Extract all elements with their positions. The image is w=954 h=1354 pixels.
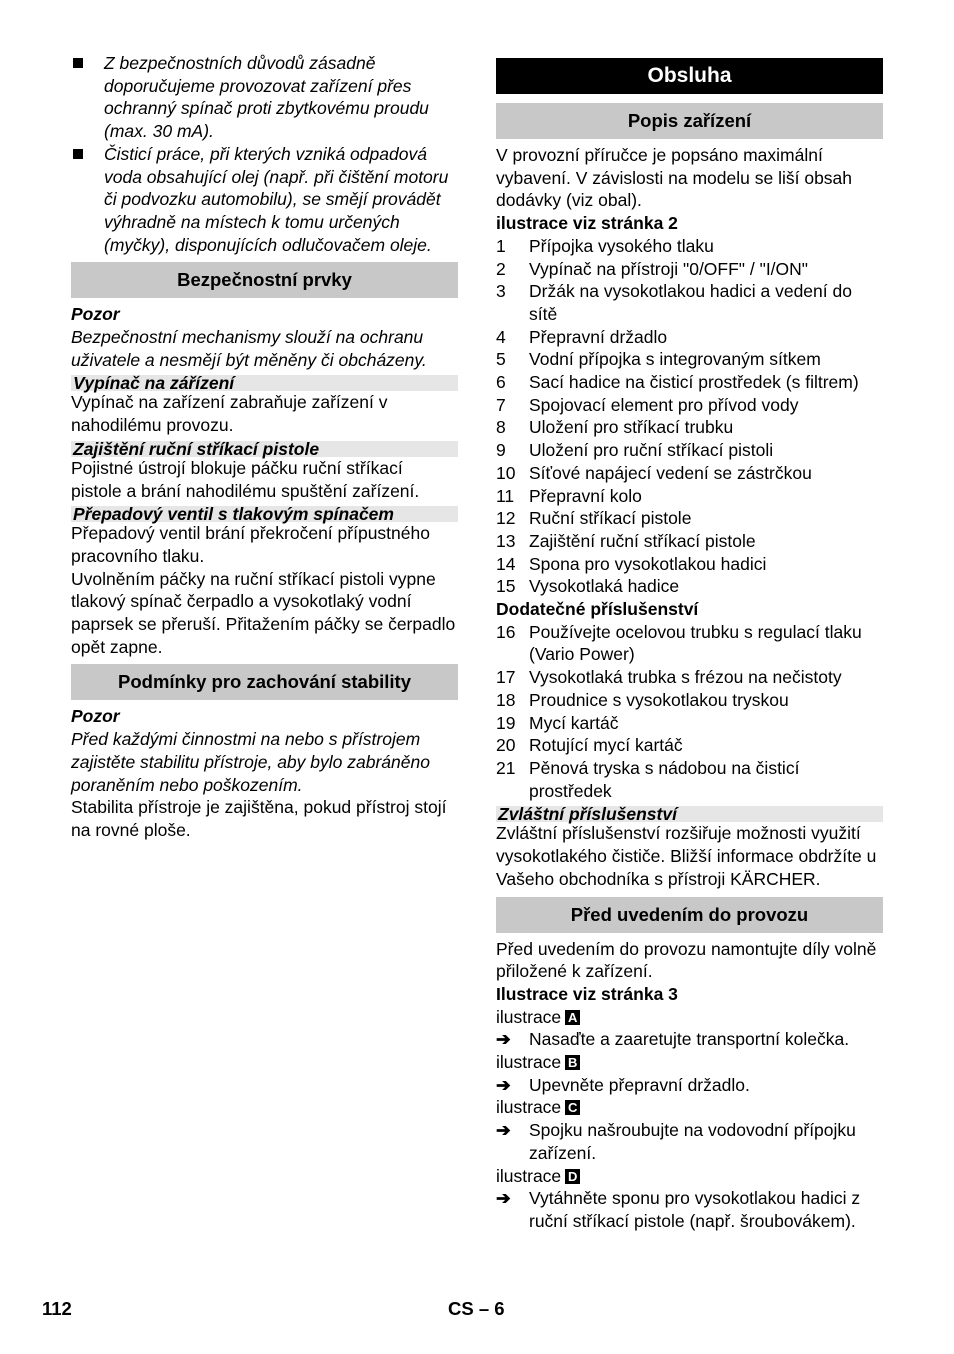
- left-column: [71, 52, 458, 842]
- list-item: 8 Uložení pro stříkací trubku: [496, 417, 734, 438]
- section-heading-startup: Před uvedením do provozu: [496, 897, 883, 933]
- paragraph: V provozní příručce je popsáno maximální vybavení. V závislosti na modelu se liší obsah dodávky (viz obal).: [496, 145, 853, 211]
- subheading-special-accessories: Zvláštní příslušenství: [496, 806, 883, 822]
- arrow-right-icon: ➔: [496, 1120, 511, 1141]
- paragraph: Stabilita přístroje je zajištěna, pokud přístroj stojí na rovné ploše.: [71, 797, 447, 840]
- list-item: 4 Přepravní držadlo: [496, 326, 668, 347]
- list-item: 20 Rotující mycí kartáč: [496, 735, 683, 756]
- caution-label: Pozor: [71, 304, 120, 325]
- illustration-letter-box: C: [565, 1100, 580, 1115]
- list-item: 15 Vysokotlaká hadice: [496, 576, 680, 597]
- right-column: [496, 58, 883, 1233]
- subheading-gun-lock: Zajištění ruční stříkací pistole: [71, 441, 458, 457]
- illustration-reference: ilustrace viz stránka 2: [496, 213, 678, 234]
- list-item: 9 Uložení pro ruční stříkací pistoli: [496, 440, 774, 461]
- list-item: 16 Používejte ocelovou trubku s regulací tlaku (Vario Power): [496, 621, 862, 665]
- list-item: 13 Zajištění ruční stříkací pistole: [496, 530, 756, 551]
- list-item: 18 Proudnice s vysokotlakou tryskou: [496, 689, 789, 710]
- arrow-right-icon: ➔: [496, 1074, 511, 1095]
- page-number: 112: [42, 1298, 72, 1319]
- list-item: 2 Vypínač na přístroji "0/OFF" / "I/ON": [496, 258, 809, 279]
- caution-text: Bezpečnostní mechanismy slouží na ochranu uživatele a nesmějí být měněny či obcházeny.: [71, 327, 427, 370]
- accessories-list: [496, 621, 883, 803]
- section-page-label: CS – 6: [448, 1298, 505, 1319]
- arrow-right-icon: ➔: [496, 1029, 511, 1050]
- section-heading-safety: Bezpečnostní prvky: [71, 262, 458, 298]
- paragraph: Zvláštní příslušenství rozšiřuje možnosti využití vysokotlakého čističe. Bližší informace obdržíte u Vašeho obchodníka s přístroji KÄRCHER.: [496, 823, 877, 889]
- list-item: 6 Sací hadice na čisticí prostředek (s filtrem): [496, 372, 859, 393]
- arrow-right-icon: ➔: [496, 1188, 511, 1209]
- list-item: 14 Spona pro vysokotlakou hadici: [496, 553, 767, 574]
- instruction-step: ➔ Vytáhněte sponu pro vysokotlakou hadici z ruční stříkací pistole (např. šroubovákem).: [496, 1188, 861, 1231]
- illustration-label: ilustrace D: [496, 1165, 883, 1188]
- illustration-letter-box: B: [565, 1055, 580, 1070]
- subheading-overflow-valve: Přepadový ventil s tlakovým spínačem: [71, 506, 458, 522]
- list-item: 10 Síťové napájecí vedení se zástrčkou: [496, 462, 812, 483]
- list-item: 5 Vodní přípojka s integrovaným sítkem: [496, 349, 821, 370]
- bullet-square-icon: [73, 149, 83, 159]
- illustration-reference: Ilustrace viz stránka 3: [496, 983, 678, 1004]
- instruction-step: ➔ Upevněte přepravní držadlo.: [496, 1074, 750, 1095]
- list-item: 7 Spojovací element pro přívod vody: [496, 394, 799, 415]
- illustration-label: ilustrace C: [496, 1096, 883, 1119]
- instruction-step: ➔ Nasaďte a zaaretujte transportní kolečka.: [496, 1029, 850, 1050]
- bullet-text: Z bezpečnostních důvodů zásadně doporučujeme provozovat zařízení přes ochranný spínač proti zbytkovému proudu (max. 30 mA).: [104, 53, 429, 142]
- list-item: 11 Přepravní kolo: [496, 485, 642, 506]
- list-item: 19 Mycí kartáč: [496, 712, 619, 733]
- bullet-square-icon: [73, 58, 83, 68]
- instruction-step: ➔ Spojku našroubujte na vodovodní přípojku zařízení.: [496, 1120, 856, 1163]
- caution-label: Pozor: [71, 706, 120, 727]
- illustration-letter-box: D: [565, 1169, 580, 1184]
- subheading-switch: Vypínač na zářízení: [71, 375, 458, 391]
- bullet-text: Čisticí práce, při kterých vzniká odpadová voda obsahující olej (např. při čištění motoru či podvozku automobilu), se smějí provádět výhradně na místech k tomu určených (myčky), disponujících odlučovačem oleje.: [104, 143, 449, 255]
- bullet-item: [71, 143, 458, 257]
- list-item: 17 Vysokotlaká trubka s frézou na nečistoty: [496, 667, 842, 688]
- section-heading-description: Popis zařízení: [496, 103, 883, 139]
- section-heading-stability: Podmínky pro zachování stability: [71, 664, 458, 700]
- illustration-letter-box: A: [565, 1010, 580, 1025]
- list-item: 21 Pěnová tryska s nádobou na čisticí prostředek: [496, 757, 800, 801]
- parts-list: [496, 235, 883, 598]
- additional-accessories-heading: Dodatečné příslušenství: [496, 599, 699, 620]
- paragraph: Před uvedením do provozu namontujte díly volně přiložené k zařízení.: [496, 938, 877, 982]
- list-item: 1 Přípojka vysokého tlaku: [496, 235, 714, 256]
- illustration-label: ilustrace A: [496, 1006, 883, 1029]
- chapter-heading-operation: Obsluha: [496, 58, 883, 94]
- paragraph: Přepadový ventil brání překročení přípustného pracovního tlaku.: [71, 523, 430, 566]
- caution-text: Před každými činnostmi na nebo s přístrojem zajistěte stabilitu přístroje, aby bylo zabráněno poraněním nebo poškozením.: [71, 729, 430, 795]
- paragraph: Uvolněním páčky na ruční stříkací pistoli vypne tlakový spínač čerpadlo a vysokotlaký vodní paprsek se přeruší. Přitažením páčky se čerpadlo opět zapne.: [71, 568, 456, 657]
- paragraph: Vypínač na zařízení zabraňuje zařízení v nahodilému provozu.: [71, 392, 388, 436]
- illustration-label: ilustrace B: [496, 1051, 883, 1074]
- paragraph: Pojistné ústrojí blokuje páčku ruční stříkací pistole a brání nahodilému spuštění zařízení.: [71, 457, 420, 501]
- bullet-item: [71, 52, 458, 143]
- list-item: 12 Ruční stříkací pistole: [496, 508, 692, 529]
- list-item: 3 Držák na vysokotlakou hadici a vedení do sítě: [496, 281, 852, 324]
